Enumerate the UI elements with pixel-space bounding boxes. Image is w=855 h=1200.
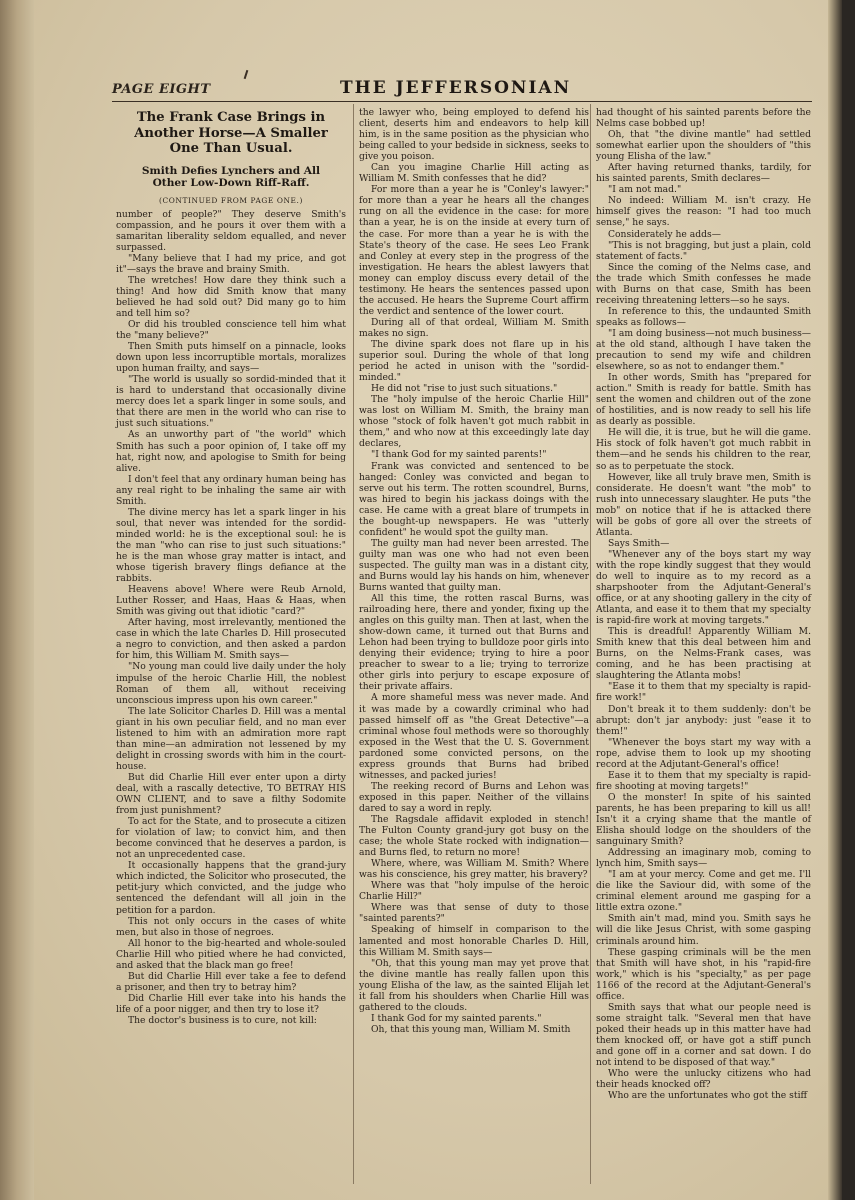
paragraph: Since the coming of the Nelms case, and the trade which Smith confesses he made with Burns on that case, Smith has been receiving threatening letters—so he says. bbox=[596, 261, 811, 306]
paragraph: Then Smith puts himself on a pinnacle, looks down upon less incorruptible mortals, moralizes upon human frailty, and says— bbox=[116, 341, 346, 375]
paragraph: Can you imagine Charlie Hill acting as William M. Smith confesses that he did? bbox=[359, 162, 589, 185]
paragraph: The guilty man had never been arrested. The guilty man was one who had not even been suspected. The guilty man was in a distant city, and Burns would lay his hands on him, whenever Burns wanted that guilty man. bbox=[359, 537, 589, 594]
paragraph: "The world is usually so sordid-minded that it is hard to understand that occasionally divine mercy does let a spark linger in some souls, and that there are men in the world who can rise to just such situations." bbox=[116, 374, 346, 430]
paragraph: Who are the unfortunates who got the stiff bbox=[608, 1090, 808, 1102]
paragraph: had thought of his sainted parents before the Nelms case bobbed up! bbox=[596, 107, 811, 130]
header-rule bbox=[112, 101, 812, 102]
paragraph: The reeking record of Burns and Lehon was exposed in this paper. Neither of the villains dared to say a word in reply. bbox=[359, 780, 589, 814]
paragraph: "Ease it to them that my specialty is rapid-fire work!" bbox=[596, 681, 811, 704]
paragraph: In reference to this, the undaunted Smith speaks as follows— bbox=[596, 305, 811, 328]
paragraph: Speaking of himself in comparison to the lamented and most honorable Charles D. Hill, this William M. Smith says— bbox=[359, 924, 589, 958]
paragraph: Where, where, was William M. Smith? Where was his conscience, his grey matter, his bravery? bbox=[359, 858, 589, 881]
paragraph: After having, most irrelevantly, mentioned the case in which the late Charles D. Hill prosecuted a negro to conviction, and then asked a pardon for him, this William M. Smith says— bbox=[116, 617, 346, 662]
paragraph: But did Charlie Hill ever enter upon a dirty deal, with a rascally detective, TO BETRAY HIS OWN CLIENT, and to save a filthy Sodomite from just punishment? bbox=[116, 771, 346, 817]
paragraph: "Whenever the boys start my way with a rope, advise them to look up my shooting record at the Adjutant-General's office! bbox=[596, 736, 811, 770]
paragraph: "No young man could live daily under the holy impulse of the heroic Charlie Hill, the noblest Roman of them all, without receiving unconscious impress upon his own career." bbox=[116, 661, 346, 706]
paragraph: "Many believe that I had my price, and got it"—says the brave and brainy Smith. bbox=[116, 252, 346, 275]
paragraph: "I am at your mercy. Come and get me. I'll die like the Saviour did, with some of the criminal element around me gasping for a little extra ozone." bbox=[596, 869, 811, 914]
paragraph: Frank was convicted and sentenced to be hanged: Conley was convicted and began to serve out his term. The rotten scoundrel, Burns, was hired to begin his jackass doings with the case. He came with a great blare of trumpets in the bought-up newspapers. He was "utterly confident" he would spot the guilty man. bbox=[359, 460, 589, 538]
paragraph: Addressing an imaginary mob, coming to lynch him, Smith says— bbox=[596, 847, 811, 870]
paragraph: But did Charlie Hill ever take a fee to defend a prisoner, and then try to betray him? bbox=[116, 970, 346, 993]
paragraph: The divine spark does not flare up in his superior soul. During the whole of that long period he acted in unison with the "sordid-minded." bbox=[359, 338, 589, 384]
paragraph: "Oh, that this young man may yet prove that the divine mantle has really fallen upon this young Elisha of the law, as the sainted Elijah let it fall from his shoulders when Charlie Hill was gathered to the clouds. bbox=[359, 957, 589, 1013]
paragraph: Did Charlie Hill ever take into his hands the life of a poor nigger, and then try to lose it? bbox=[116, 992, 346, 1015]
paragraph: It occasionally happens that the grand-jury which indicted, the Solicitor who prosecuted, the petit-jury which convicted, and the judge who sentenced the defendant will all join in the petition for a pardon. bbox=[116, 860, 346, 916]
column-3-text bbox=[596, 107, 811, 1101]
column-2-text bbox=[359, 107, 589, 1035]
paragraph: Don't break it to them suddenly: don't be abrupt: don't jar anybody: just "ease it to them!" bbox=[596, 703, 811, 737]
paragraph: However, like all truly brave men, Smith is considerate. He doesn't want "the mob" to rush into unnecessary slaughter. He puts "the mob" on notice that if he is attacked there will be gobs of gore all over the streets of Atlanta. bbox=[596, 471, 811, 538]
column-3 bbox=[596, 107, 811, 1101]
paragraph: Where was that "holy impulse of the heroic Charlie Hill?" bbox=[359, 880, 589, 903]
column-1-text bbox=[116, 209, 346, 1026]
paragraph: The divine mercy has let a spark linger in his soul, that never was intended for the sordid-minded world: he is the exceptional soul: he is the man "who can rise to just such situations:" he is the man whose gray matter is intact, and whose tigerish bravery flings defiance at the rabbits. bbox=[116, 506, 346, 585]
paragraph: He did not "rise to just such situations." bbox=[371, 383, 558, 395]
paragraph: During all of that ordeal, William M. Smith makes no sign. bbox=[359, 316, 589, 339]
paragraph: "This is not bragging, but just a plain, cold statement of facts." bbox=[596, 239, 811, 262]
paragraph: Where was that sense of duty to those "sainted parents?" bbox=[359, 902, 589, 925]
paragraph: All this time, the rotten rascal Burns, was railroading here, there and yonder, fixing up the angles on this guilty man. Then at last, when the show-down came, it turned out that Burns and Lehon had been trying to bulldoze poor girls into denying their evidence; trying to hire a poor preacher to swear to a lie; trying to terrorize other girls into perjury to escape exposure of their private affairs. bbox=[359, 593, 589, 693]
paragraph: I don't feel that any ordinary human being has any real right to be inhaling the same air with Smith. bbox=[116, 473, 346, 507]
paragraph: These gasping criminals will be the men that Smith will have shot, in his "rapid-fire work," which is his "specialty," as per page 1166 of the record at the Adjutant-General's office. bbox=[596, 946, 811, 1002]
paragraph: Smith says that what our people need is some straight talk. "Several men that have poked their heads up in this matter have had them knocked off, or have got a stiff punch and gone off in a corner and sat down. I do not intend to be disposed of that way." bbox=[596, 1001, 811, 1069]
paragraph: "I am not mad." bbox=[608, 184, 682, 196]
paragraph: A more shameful mess was never made. And it was made by a cowardly criminal who had passed himself off as "the Great Detective"—a criminal whose foul methods were so thoroughly exposed in the West that the U. S. Government pardoned some convicted persons, on the express grounds that Burns had bribed witnesses, and packed juries! bbox=[359, 692, 589, 781]
paragraph: He will die, it is true, but he will die game. His stock of folk haven't got much rabbit in them—and he sends his children to the rear, so as to perpetuate the stock. bbox=[596, 427, 811, 472]
paragraph: The "holy impulse of the heroic Charlie Hill" was lost on William M. Smith, the brainy man whose "stock of folk haven't got much rabbit in them," and who now at this exceedingly late day declares, bbox=[359, 394, 589, 450]
paragraph: Oh, that "the divine mantle" had settled somewhat earlier upon the shoulders of "this young Elisha of the law." bbox=[596, 129, 811, 163]
paragraph: Oh, that this young man, William M. Smith bbox=[371, 1023, 571, 1035]
paragraph: Says Smith— bbox=[608, 537, 670, 549]
paragraph: I thank God for my sainted parents." bbox=[371, 1012, 542, 1024]
paragraph: For more than a year he is "Conley's lawyer:" for more than a year he hears all the changes rung on all the evidence in the case: for more than a year, he is on the inside at every turn of the case. For more than a year he is with the State's theory of the case. He sees Leo Frank and Conley at every step in the progress of the investigation. He hears the ablest lawyers that money can employ discuss every detail of the testimony. He hears the sentences passed upon the accused. He hears the Supreme Court affirm the verdict and sentence of the lower court. bbox=[359, 184, 589, 317]
continued-note: (CONTINUED FROM PAGE ONE.) bbox=[159, 195, 303, 205]
paragraph: As an unworthy part of "the world" which Smith has such a poor opinion of, I take off my hat, right now, and apologise to Smith for being alive. bbox=[116, 429, 346, 474]
paragraph: No indeed: William M. isn't crazy. He himself gives the reason: "I had too much sense," he says. bbox=[596, 195, 811, 229]
article-headline: The Frank Case Brings in Another Horse—A Smaller One Than Usual. bbox=[134, 110, 328, 156]
column-1 bbox=[116, 106, 346, 1026]
paragraph: "I thank God for my sainted parents!" bbox=[371, 449, 547, 461]
page-header bbox=[112, 78, 812, 100]
paragraph: Heavens above! Where were Reub Arnold, Luther Rosser, and Haas, Haas & Haas, when Smith was giving out that idiotic "card?" bbox=[116, 584, 346, 618]
page-number-label: PAGE EIGHT bbox=[112, 82, 211, 97]
paragraph: Ease it to them that my specialty is rapid-fire shooting at moving targets!" bbox=[596, 769, 811, 792]
paragraph: Or did his troubled conscience tell him what the "many believe?" bbox=[116, 319, 346, 342]
page-binding bbox=[0, 0, 34, 1200]
paragraph: Smith ain't mad, mind you. Smith says he will die like Jesus Christ, with some gasping criminals around him. bbox=[596, 913, 811, 947]
paragraph: "I am doing business—not much business—at the old stand, although I have taken the precaution to send my wife and children elsewhere, so as not to endanger them." bbox=[596, 327, 811, 373]
paragraph: The wretches! How dare they think such a thing! And how did Smith know that many believed he had sold out? Did many go to him and tell him so? bbox=[116, 274, 346, 319]
masthead-title: THE JEFFERSONIAN bbox=[340, 78, 572, 98]
column-separator bbox=[353, 104, 354, 1184]
paragraph: The late Solicitor Charles D. Hill was a mental giant in his own peculiar field, and no man ever listened to him with an admiration more rapt than mine—an admiration not lessened by my delight in crossing swords with him in the court-house. bbox=[116, 705, 346, 772]
paragraph: O the monster! In spite of his sainted parents, he has been preparing to kill us all! Isn't it a crying shame that the mantle of Elisha should lodge on the shoulders of the sanguinary Smith? bbox=[596, 791, 811, 848]
column-separator bbox=[590, 104, 591, 1184]
paragraph: To act for the State, and to prosecute a citizen for violation of law; to convict him, and then become convinced that he deserves a pardon, is not an unprecedented case. bbox=[116, 816, 346, 861]
paragraph: Considerately he adds— bbox=[608, 228, 721, 240]
page-edge bbox=[828, 0, 842, 1200]
paragraph: After having returned thanks, tardily, for his sainted parents, Smith declares— bbox=[596, 162, 811, 185]
paragraph: The Ragsdale affidavit exploded in stench! The Fulton County grand-jury got busy on the case; the whole State rocked with indignation—and Burns fled, to return no more! bbox=[359, 814, 589, 859]
paragraph: "Whenever any of the boys start my way with the rope kindly suggest that they would do well to inquire as to my record as a sharpshooter from the Adjutant-General's office, or at any shooting gallery in the city of Atlanta, and ease it to them that my specialty is rapid-fire work at moving targets." bbox=[596, 548, 811, 627]
paragraph: the lawyer who, being employed to defend his client, deserts him and endeavors to help kill him, is in the same position as the physician who being called to your bedside in sickness, seeks to give you poison. bbox=[359, 107, 589, 163]
paragraph: This not only occurs in the cases of white men, but also in those of negroes. bbox=[116, 915, 346, 938]
article-subhead: Smith Defies Lynchers and All Other Low-Down Riff-Raff. bbox=[141, 164, 321, 189]
paragraph: All honor to the big-hearted and whole-souled Charlie Hill who pitied where he had convicted, and asked that the black man go free! bbox=[116, 937, 346, 971]
paragraph: number of people?" They deserve Smith's compassion, and he pours it over them with a samaritan liberality seldom equalled, and never surpassed. bbox=[116, 208, 346, 253]
paragraph: In other words, Smith has "prepared for action." Smith is ready for battle. Smith has sent the women and children out of the zone of hostilities, and is now ready to sell his life as dearly as possible. bbox=[596, 372, 811, 428]
column-2 bbox=[359, 107, 589, 1035]
paragraph: Who were the unlucky citizens who had their heads knocked off? bbox=[596, 1068, 811, 1091]
paragraph: The doctor's business is to cure, not kill: bbox=[128, 1014, 317, 1026]
paragraph: This is dreadful! Apparently William M. Smith knew that this deal between him and Burns, on the Nelms-Frank cases, was coming, and he has been practising at slaughtering the Atlanta mobs! bbox=[596, 626, 811, 682]
